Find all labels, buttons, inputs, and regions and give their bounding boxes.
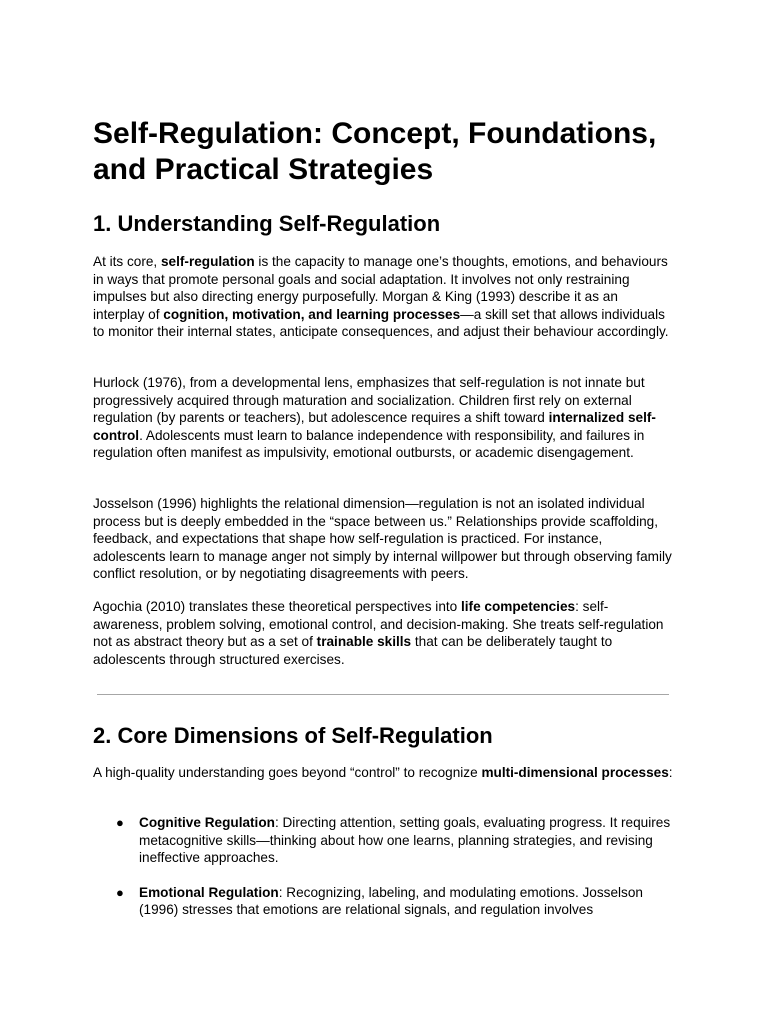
list-item-text <box>139 885 643 918</box>
dimensions-list <box>93 814 673 936</box>
text-run: —a skill set that allows individuals to monitor their internal states, anticipate consequences, and adjust their behaviour accordingly. <box>93 306 669 339</box>
section-1-paragraph-1 <box>93 253 673 341</box>
text-run: : Directing attention, setting goals, evaluating progress. It requires metacognitive skills—thinking about how one learns, planning strategies, and revising ineffective approaches. <box>139 815 671 865</box>
section-1-paragraph-3 <box>93 495 673 583</box>
bold-phrase: trainable skills <box>316 634 412 649</box>
section-1-paragraph-4 <box>93 598 673 668</box>
document-title: Self-Regulation: Concept, Foundations, and Practical Strategies <box>93 117 657 186</box>
bold-phrase: self-regulation <box>161 254 255 269</box>
bold-phrase: cognition, motivation, and learning processes <box>163 306 461 322</box>
bold-phrase: Cognitive Regulation <box>139 815 275 830</box>
bullet-icon: ● <box>116 815 124 830</box>
section-1-paragraph-2 <box>93 374 673 462</box>
section-2-heading: 2. Core Dimensions of Self-Regulation <box>93 723 493 748</box>
bold-phrase: multi-dimensional processes <box>481 765 669 780</box>
section-divider <box>97 694 669 695</box>
bold-phrase: life competencies <box>461 599 576 614</box>
list-item <box>93 884 673 919</box>
text-run: Hurlock (1976), from a developmental lens, emphasizes that self-regulation is not innate but progressively acquired through maturation and socialization. Children first rely on external regulation (by parents or teachers), but adolescence requires a shift toward <box>93 375 645 425</box>
text-run: : self-awareness, problem solving, emotional control, and decision-making. She treats self-regulation not as abstract theory but as a set of <box>93 599 664 649</box>
list-item <box>93 814 673 867</box>
text-run: At its core, <box>93 254 161 269</box>
text-run: Josselson (1996) highlights the relational dimension—regulation is not an isolated individual process but is deeply embedded in the “space between us.” Relationships provide scaffolding, feedback, and expectations that shape how self-regulation is practiced. For instance, adolescents learn to manage anger not simply by internal willpower but through observing family conflict resolution, or by negotiating disagreements with peers. <box>93 496 672 581</box>
bold-phrase: Emotional Regulation <box>139 884 279 900</box>
bullet-icon: ● <box>116 884 124 900</box>
list-item-text <box>139 815 670 865</box>
text-run: : <box>668 765 673 780</box>
text-run: : Recognizing, labeling, and modulating emotions. Josselson (1996) stresses that emotions are relational signals, and regulation involves <box>139 884 643 917</box>
text-run: that can be deliberately taught to adolescents through structured exercises. <box>93 634 613 667</box>
text-run: . Adolescents must learn to balance independence with responsibility, and failures in regulation often manifest as impulsivity, emotional outbursts, or academic disengagement. <box>93 427 645 460</box>
section-1-heading: 1. Understanding Self-Regulation <box>93 211 441 236</box>
bold-phrase: internalized self-control <box>93 410 656 443</box>
section-2-intro-paragraph <box>93 764 673 782</box>
text-run: Agochia (2010) translates these theoretical perspectives into <box>93 599 461 614</box>
text-run: is the capacity to manage one’s thoughts, emotions, and behaviours in ways that promote personal goals and social adaptation. It involves not only restraining impulses but also directing energy purposefully. Morgan & King (1993) describe it as an interplay of <box>93 254 668 322</box>
text-run: A high-quality understanding goes beyond “control” to recognize <box>93 765 482 780</box>
